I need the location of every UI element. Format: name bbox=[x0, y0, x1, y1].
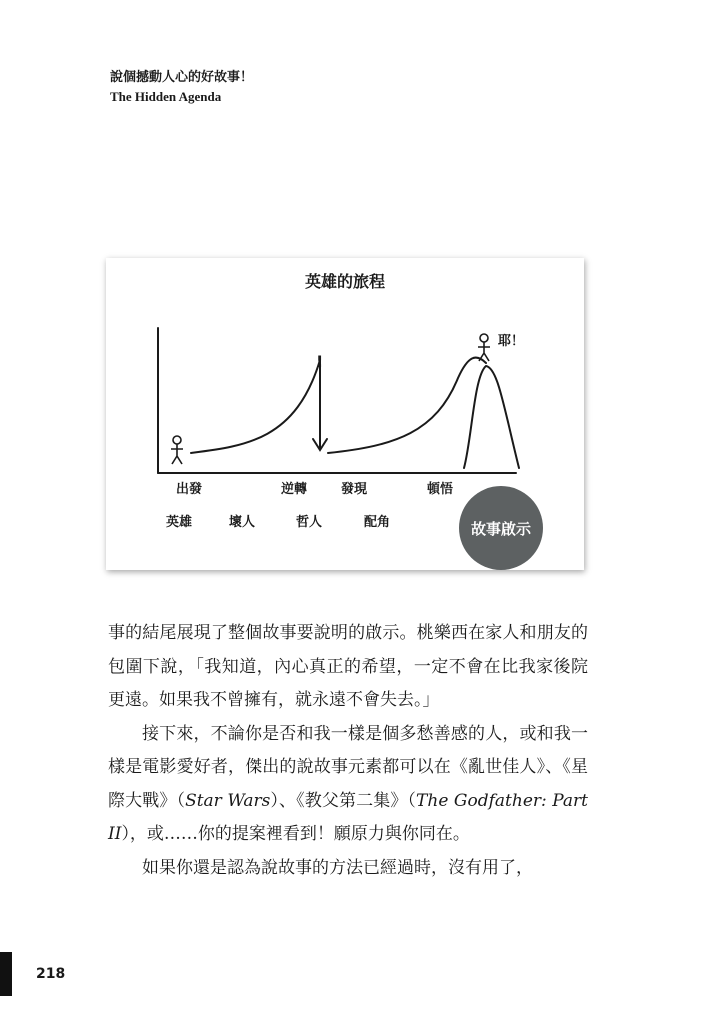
running-header-subtitle: The Hidden Agenda bbox=[110, 89, 222, 104]
page-number: 218 bbox=[36, 966, 66, 982]
stage-label-departure: 出發 bbox=[176, 482, 203, 497]
stage-label-epiphany: 頓悟 bbox=[427, 482, 454, 497]
stick-figure-peak bbox=[478, 334, 490, 361]
paragraph-1: 事的結尾展現了整個故事要說明的啟示。桃樂西在家人和朋友的包圍下說，「我知道，內心真正的希望，一定不會在比我家後院更遠。如果我不曾擁有，就永遠不會失去。」 bbox=[108, 623, 588, 710]
role-label-supporting: 配角 bbox=[364, 515, 391, 530]
peak-shout: 耶！ bbox=[498, 334, 525, 349]
paragraph-2 bbox=[108, 718, 588, 852]
page-edge-tab bbox=[0, 952, 12, 996]
title-godfather: The Godfather: Part II bbox=[108, 790, 589, 844]
exclaim-mark: ! bbox=[316, 352, 324, 371]
role-label-sage: 哲人 bbox=[296, 515, 323, 530]
role-label-hero: 英雄 bbox=[166, 515, 193, 530]
paragraph-3: 如果你還是認為說故事的方法已經過時，沒有用了， bbox=[142, 857, 533, 878]
paragraph-2-part-c: ），或……你的提案裡看到！願原力與你同在。 bbox=[121, 824, 470, 844]
story-moral-badge: 故事啟示 bbox=[459, 486, 543, 570]
role-label-villain: 壞人 bbox=[229, 515, 256, 530]
stick-figure-start bbox=[171, 436, 183, 464]
paragraph-2-part-b: ）、《教父第二集》（ bbox=[270, 790, 417, 811]
figure-title: 英雄的旅程 bbox=[304, 272, 385, 291]
curve-discovery bbox=[328, 358, 486, 453]
running-header-title: 說個撼動人心的好故事！ bbox=[110, 70, 254, 85]
heros-journey-figure bbox=[106, 258, 584, 570]
stage-label-reversal: 逆轉 bbox=[281, 482, 308, 497]
title-star-wars: Star Wars bbox=[185, 790, 271, 811]
paragraph-2-part-a: 接下來，不論你是否和我一樣是個多愁善感的人，或和我一樣是電影愛好者，傑出的說故事元素都可以在《亂世佳人》、《星際大戰》（ bbox=[108, 723, 588, 811]
body-text bbox=[108, 617, 588, 885]
stage-label-discovery: 發現 bbox=[341, 482, 368, 497]
curve-epiphany bbox=[464, 366, 519, 468]
curve-departure bbox=[191, 360, 320, 453]
